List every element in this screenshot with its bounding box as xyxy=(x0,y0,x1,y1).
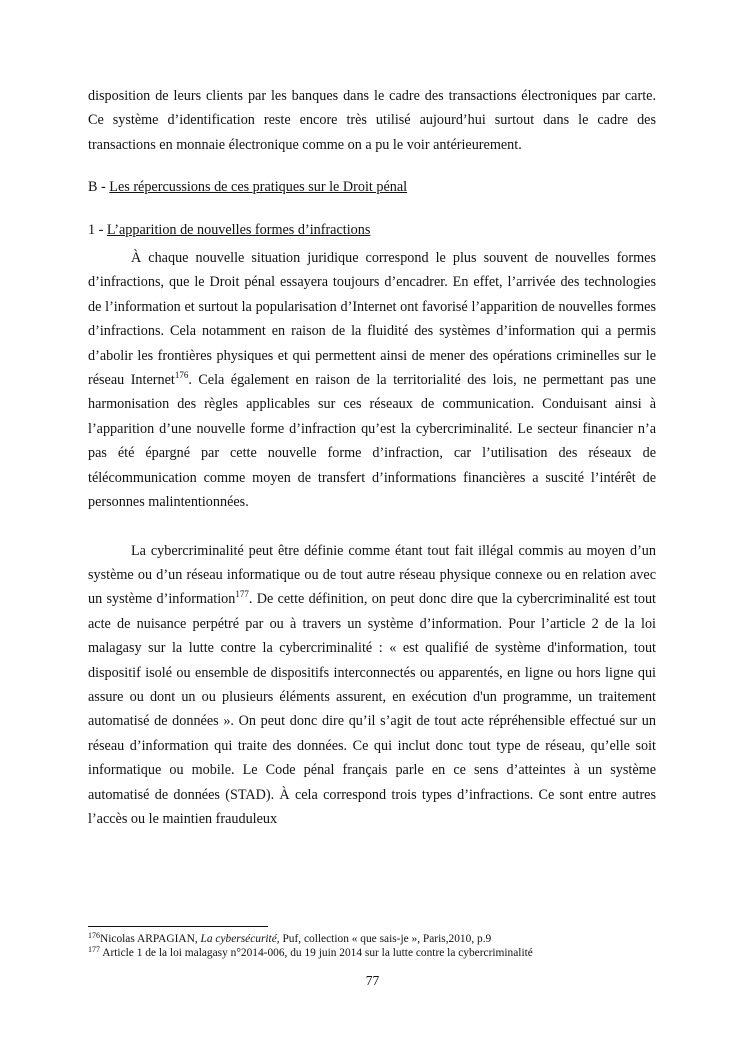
footnote-176 xyxy=(88,932,688,946)
section-heading-b xyxy=(88,175,656,199)
subsection-heading-1 xyxy=(88,218,656,242)
paragraph-cybercriminalite xyxy=(88,539,656,832)
paragraph-infractions xyxy=(88,246,656,514)
footnote-text: Article 1 de la loi malagasy n°2014-006, du 19 juin 2014 sur la lutte contre la cybercriminalité xyxy=(100,947,533,959)
footnote-ref-177[interactable]: 177 xyxy=(235,589,249,600)
paragraph-text: À chaque nouvelle situation juridique correspond le plus souvent de nouvelles formes d’infractions, que le Droit pénal essayera toujours d’encadrer. En effet, l’arrivée des technologies de l’information et surtout la popularisation d’Internet ont favorisé l’apparition de nouvelles formes d’infractions. Cela notamment en raison de la fluidité des systèmes d’information qui a permis d’abolir les frontières physiques et qui permettent ainsi de mener des opérations criminelles sur le réseau Internet xyxy=(88,250,656,389)
footnote-divider xyxy=(88,926,268,927)
paragraph-continuation: disposition de leurs clients par les banques dans le cadre des transactions électroniques par carte. Ce système d’identification reste encore très utilisé aujourd’hui surtout dans le cadre des transactions en monnaie électronique comme on a pu le voir antérieurement. xyxy=(88,88,656,153)
footnote-number: 176 xyxy=(88,931,100,940)
section-b-prefix: B - xyxy=(88,179,110,196)
section-1-prefix: 1 - xyxy=(88,221,107,238)
footnote-177 xyxy=(88,946,688,960)
page-number: 77 xyxy=(365,973,380,988)
footnote-number: 177 xyxy=(88,945,100,954)
paragraph-text: . De cette définition, on peut donc dire que la cybercriminalité est tout acte de nuisance perpétré par ou à travers un système d’information. Pour l’article 2 de la loi malagasy sur la lutte contre la cybercriminalité : « est qualifié de système d'information, tout dispositif isolé ou ensemble de dispositifs interconnectés ou apparentés, en ligne ou hors ligne qui assure ou dont un ou plusieurs éléments assurent, en exécution d'un programme, un traitement automatisé de données ». On peut donc dire qu’il s’agit de tout acte répréhensible effectué sur un réseau d’information qui traite des données. Ce qui inclut donc tout type de réseau, qu’elle soit informatique ou mobile. Le Code pénal français parle en ce sens d’atteintes à un système automatisé de données (STAD). À cela correspond trois types d’infractions. Ce sont entre autres l’accès ou le maintien frauduleux xyxy=(88,591,656,827)
body-text xyxy=(88,84,656,831)
footnote-details: , Puf, collection « que sais-je », Paris,2010, p.9 xyxy=(276,933,492,945)
footnotes xyxy=(88,932,688,960)
paragraph-text: . Cela également en raison de la territorialité des lois, ne permettant pas une harmonisation des règles applicables sur ces réseaux de communication. Conduisant ainsi à l’apparition d’une nouvelle forme d’infraction qu’est la cybercriminalité. Le secteur financier n’a pas été épargné par cette nouvelle forme d’infraction, car l’utilisation des réseaux de télécommunication comme moyen de transfert d’informations financières a suscité l’intérêt de personnes malintentionnées. xyxy=(88,372,656,511)
footnote-author: Nicolas ARPAGIAN, xyxy=(100,933,201,945)
section-b-title: Les répercussions de ces pratiques sur le Droit pénal xyxy=(109,179,408,196)
footnote-book-title: La cybersécurité xyxy=(200,933,277,945)
section-1-title: L’apparition de nouvelles formes d’infractions xyxy=(106,221,371,238)
footnote-ref-176[interactable]: 176 xyxy=(174,370,189,381)
paragraph-text: La cybercriminalité peut être définie comme étant tout fait illégal commis au moyen d’un système ou d’un réseau informatique ou de tout autre réseau physique connexe ou en relation avec un système d’information xyxy=(88,542,656,608)
